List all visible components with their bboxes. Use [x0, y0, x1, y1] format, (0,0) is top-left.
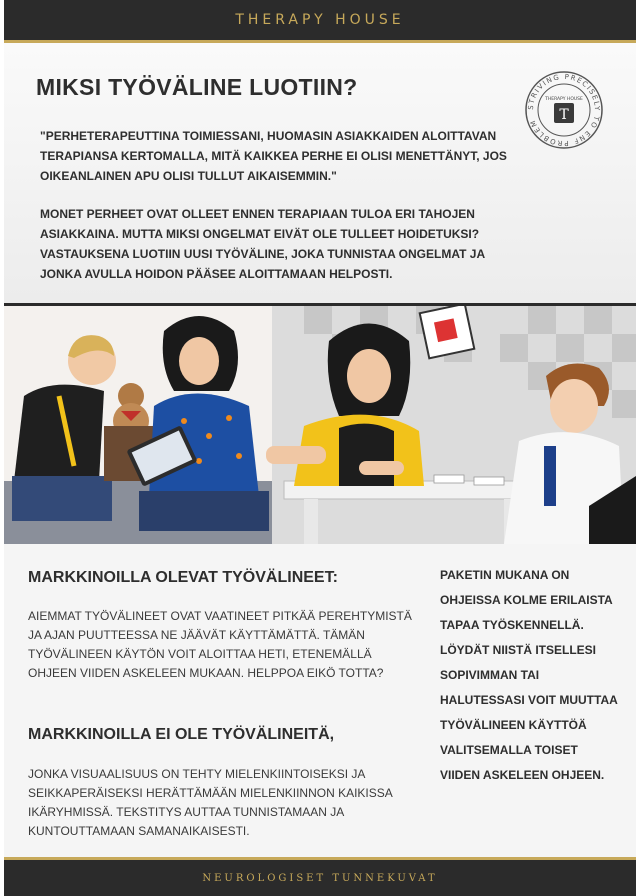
brand-name: THERAPY HOUSE — [235, 12, 405, 28]
photo-illustration — [4, 306, 636, 544]
sidebar-text: PAKETIN MUKANA ON OHJEISSA KOLME ERILAISTA TAPAA TYÖSKENNELLÄ. LÖYDÄT NIISTÄ ITSELLESI SOPIVIMMAN TAI HALUTESSASI VOIT MUUTTAA TYÖVÄLINEEN KÄYTTÖÄ VALITSEMALLA TOISET VIIDEN ASKELEEN OHJEEN. — [440, 568, 618, 782]
therapy-house-seal-icon — [524, 70, 604, 150]
therapy-session-photo — [4, 303, 636, 547]
intro-quote: "PERHETERAPEUTTINA TOIMIESSANI, HUOMASIN ASIAKKAIDEN ALOITTAVAN TERAPIANSA KERTOMALLA, MITÄ KAIKKEA PERHE EI OLISI MENETTÄNYT, JOS OIKEANLAINEN APU OLISI TULLUT AIKAISEMMIN." — [40, 129, 507, 183]
section-heading-existing-tools: MARKKINOILLA OLEVAT TYÖVÄLINEET: — [28, 569, 338, 586]
footer-text: NEUROLOGISET TUNNEKUVAT — [202, 872, 438, 884]
section-heading-no-tools: MARKKINOILLA EI OLE TYÖVÄLINEITÄ, — [28, 726, 335, 743]
page-title: MIKSI TYÖVÄLINE LUOTIIN? — [36, 74, 358, 100]
header-bar — [4, 0, 636, 43]
footer-bar — [4, 857, 636, 896]
section-text-no-tools: JONKA VISUAALISUUS ON TEHTY MIELENKIINTOISEKSI JA SEIKKAPERÄISEKSI HERÄTTÄMÄÄN MIELENKIINNON KAIKISSA IKÄRYHMISSÄ. TEKSTITYS AUTTAA TUNNISTAMAAN JA KUNTOUTTAMAAN SAMANAIKAISESTI. — [28, 767, 393, 838]
intro-paragraph: MONET PERHEET OVAT OLLEET ENNEN TERAPIAAN TULOA ERI TAHOJEN ASIAKKAINA. MUTTA MIKSI ONGELMAT EIVÄT OLE TULLEET HOIDETUKSI? VASTAUKSENA LUOTIIN UUSI TYÖVÄLINE, JOKA TUNNISTAA ONGELMAT JA JONKA AVULLA HOIDON PÄÄSEE ALOITTAMAAN HELPOSTI. — [40, 207, 485, 281]
seal-ring-text: STRIVING PRECISELY TO ENF PROBLEM — [526, 72, 602, 148]
section-text-existing-tools: AIEMMAT TYÖVÄLINEET OVAT VAATINEET PITKÄÄ PEREHTYMISTÄ JA AJAN PUUTTEESSA NE JÄÄVÄT KÄYTTÄMÄTTÄ. TÄMÄN TYÖVÄLINEEN KÄYTÖN VOIT ALOITTAA HETI, ETENEMÄLLÄ OHJEEN VIIDEN ASKELEEN MUKAAN. HELPPOA EIKÖ TOTTA? — [28, 609, 412, 680]
seal-letter: T — [559, 107, 569, 123]
seal-center-text: THERAPY HOUSE — [545, 97, 583, 102]
